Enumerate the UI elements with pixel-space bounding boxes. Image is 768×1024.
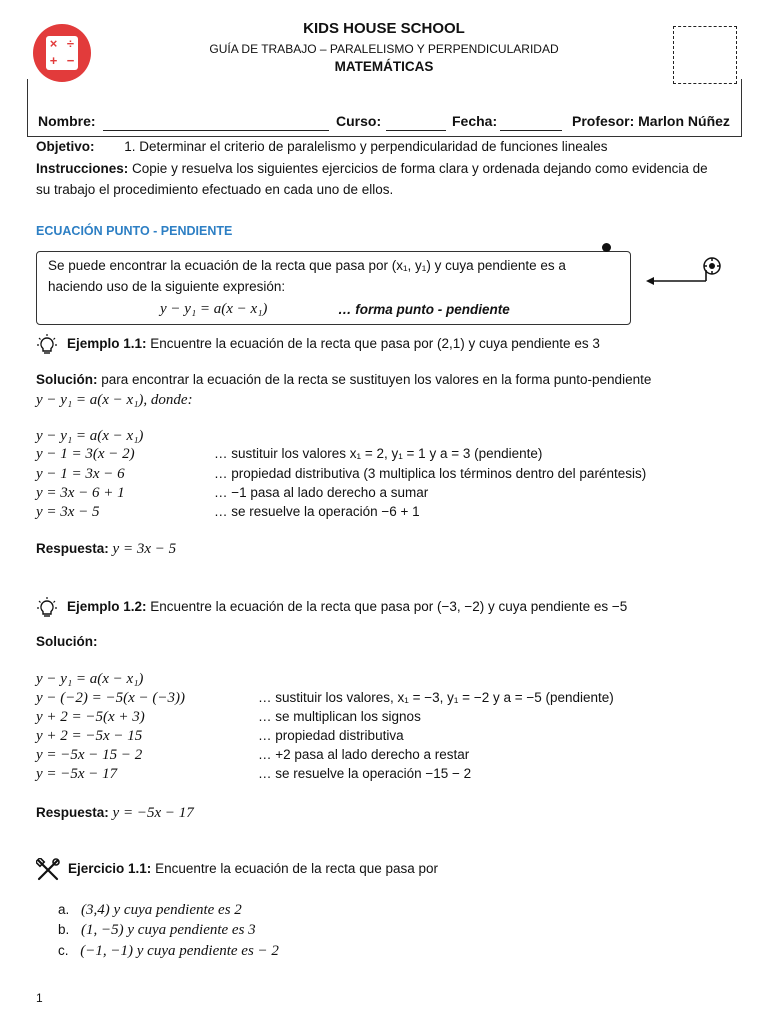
- definition-formula: y − y₁ = a(x − x₁): [160, 301, 268, 317]
- minus-icon: −: [66, 53, 75, 68]
- exercise-item-text: (3,4) y cuya pendiente es 2: [81, 902, 242, 918]
- example1-text: Encuentre la ecuación de la recta que pasa por (2,1) y cuya pendiente es 3: [150, 336, 600, 351]
- example2-step-eq: y − (−2) = −5(x − (−3)): [36, 690, 186, 706]
- section-title: ECUACIÓN PUNTO - PENDIENTE: [36, 224, 233, 238]
- example2-answer: [36, 805, 194, 822]
- exercise-item-a: [58, 902, 242, 919]
- exercise-text: Encuentre la ecuación de la recta que pasa por: [155, 861, 439, 876]
- school-name: KIDS HOUSE SCHOOL: [303, 20, 465, 37]
- objective-label: Objetivo:: [36, 139, 95, 154]
- name-field[interactable]: [103, 130, 329, 131]
- objective-text: 1. Determinar el criterio de paralelismo y perpendicularidad de funciones lineales: [124, 139, 608, 154]
- exercise-item-letter: a.: [58, 902, 70, 917]
- example2-step-eq: y = −5x − 15 − 2: [36, 747, 143, 763]
- example2-solution-label: Solución:: [36, 634, 98, 649]
- divide-icon: ÷: [66, 36, 75, 51]
- date-label: Fecha:: [452, 113, 498, 129]
- example1-solution-text: para encontrar la ecuación de la recta se sustituyen los valores en la forma punto-pendiente: [101, 372, 652, 387]
- exercise-prompt: [68, 861, 438, 876]
- example1-step-note: … propiedad distributiva (3 multiplica los términos dentro del paréntesis): [214, 466, 647, 481]
- example2-step-eq: y + 2 = −5(x + 3): [36, 709, 145, 725]
- example1-step-eq: y − y₁ = a(x − x₁): [36, 428, 144, 444]
- exercise-item-letter: b.: [58, 922, 70, 937]
- arrow-left-icon: [646, 266, 708, 286]
- example1-solution: [36, 372, 651, 387]
- page-number: 1: [36, 991, 43, 1005]
- example1-step-eq: y − 1 = 3x − 6: [36, 466, 125, 482]
- example1-step-note: … sustituir los valores x₁ = 2, y₁ = 1 y a = 3 (pendiente): [214, 446, 543, 461]
- example2-prompt: [67, 599, 627, 614]
- objective: [36, 139, 608, 154]
- example2-step-note: … sustituir los valores, x₁ = −3, y₁ = −2 y a = −5 (pendiente): [258, 690, 614, 705]
- instructions-label: Instrucciones:: [36, 161, 129, 176]
- brain-icon: [702, 256, 722, 276]
- instructions-text: Copie y resuelva los siguientes ejercicios de forma clara y ordenada dejando como evidencia de: [132, 161, 708, 176]
- example1-answer-value: y = 3x − 5: [112, 541, 177, 557]
- lightbulb-icon: [37, 334, 57, 356]
- example2-step-eq: y − y₁ = a(x − x₁): [36, 671, 144, 687]
- guide-title: GUÍA DE TRABAJO – PARALELISMO Y PERPENDICULARIDAD: [209, 42, 559, 56]
- course-label: Curso:: [336, 113, 382, 129]
- example2-step-eq: y = −5x − 17: [36, 766, 118, 782]
- example2-step-note: … propiedad distributiva: [258, 728, 404, 743]
- example2-answer-label: Respuesta:: [36, 805, 109, 820]
- teacher-name: Profesor: Marlon Núñez: [572, 113, 730, 129]
- definition-dot: [602, 243, 611, 252]
- tools-icon: [36, 858, 60, 882]
- example1-step-note: … se resuelve la operación −6 + 1: [214, 504, 420, 519]
- exercise-label: Ejercicio 1.1:: [68, 861, 152, 876]
- example1-solution-formula: y − y₁ = a(x − x₁), donde:: [36, 392, 193, 408]
- example1-solution-label: Solución:: [36, 372, 98, 387]
- subject-title: MATEMÁTICAS: [334, 59, 434, 74]
- example1-prompt: [67, 336, 600, 351]
- example2-step-note: … se resuelve la operación −15 − 2: [258, 766, 472, 781]
- example1-step-eq: y = 3x − 6 + 1: [36, 485, 125, 501]
- example1-step-note: … −1 pasa al lado derecho a sumar: [214, 485, 429, 500]
- example1-answer: [36, 541, 176, 558]
- example2-step-note: … se multiplican los signos: [258, 709, 421, 724]
- times-icon: ×: [49, 36, 58, 51]
- name-label: Nombre:: [38, 113, 96, 129]
- example2-answer-value: y = −5x − 17: [112, 805, 194, 821]
- course-field[interactable]: [386, 130, 446, 131]
- example1-label: Ejemplo 1.1:: [67, 336, 147, 351]
- example2-step-note: … +2 pasa al lado derecho a restar: [258, 747, 470, 762]
- instructions-line1: [36, 161, 708, 176]
- example2-label: Ejemplo 1.2:: [67, 599, 147, 614]
- example1-answer-label: Respuesta:: [36, 541, 109, 556]
- date-field[interactable]: [500, 130, 562, 131]
- exercise-item-text: (1, −5) y cuya pendiente es 3: [81, 922, 256, 938]
- plus-icon: +: [49, 53, 58, 68]
- definition-line1: Se puede encontrar la ecuación de la recta que pasa por (x₁, y₁) y cuya pendiente es a: [48, 258, 566, 273]
- example1-step-eq: y = 3x − 5: [36, 504, 100, 520]
- exercise-item-b: [58, 922, 256, 939]
- exercise-item-text: (−1, −1) y cuya pendiente es − 2: [80, 943, 279, 959]
- instructions-line2: su trabajo el procedimiento efectuado en cada uno de ellos.: [36, 182, 394, 197]
- lightbulb-icon: [37, 597, 57, 619]
- definition-line2: haciendo uso de la siguiente expresión:: [48, 279, 286, 294]
- exercise-item-letter: c.: [58, 943, 69, 958]
- exercise-item-c: [58, 943, 279, 960]
- formula-label: … forma punto - pendiente: [338, 302, 510, 317]
- example2-step-eq: y + 2 = −5x − 15: [36, 728, 143, 744]
- example2-text: Encuentre la ecuación de la recta que pasa por (−3, −2) y cuya pendiente es −5: [150, 599, 628, 614]
- example1-step-eq: y − 1 = 3(x − 2): [36, 446, 135, 462]
